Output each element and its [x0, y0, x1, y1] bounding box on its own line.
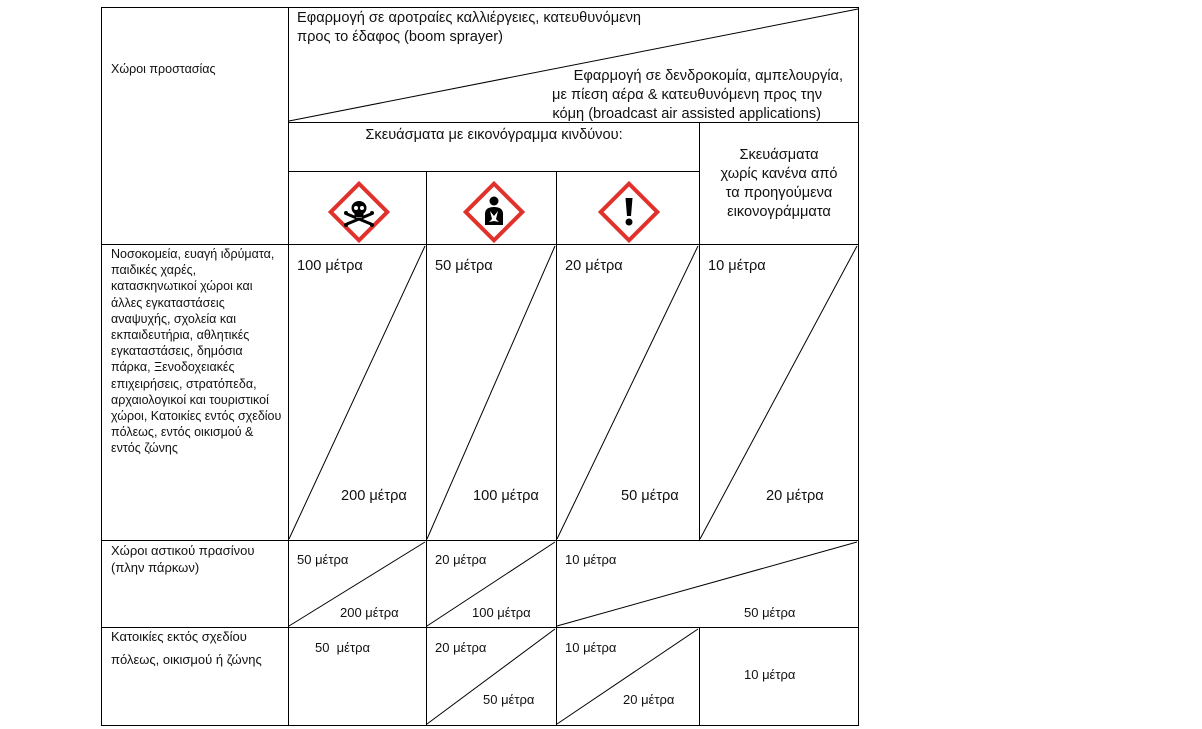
- air-assisted-header: [470, 67, 843, 124]
- row2-col1-air: 200 μέτρα: [340, 605, 399, 620]
- row3-col2-boom: 20 μέτρα: [435, 640, 487, 655]
- row2-label: Χώροι αστικού πρασίνου (πλην πάρκων): [111, 543, 255, 575]
- no-pictogram-line4: εικονογράμματα: [727, 204, 831, 220]
- row2-col34-boom: 10 μέτρα: [565, 552, 617, 567]
- row3-col3-air: 20 μέτρα: [623, 692, 675, 707]
- row2-col34-air: 50 μέτρα: [744, 605, 796, 620]
- no-pictogram-line1: Σκευάσματα: [739, 147, 819, 163]
- row3-label: [111, 628, 291, 668]
- ghs08-health-hazard-icon: [463, 181, 525, 243]
- row1-col3-air: 50 μέτρα: [621, 488, 679, 504]
- row2-col2-boom: 20 μέτρα: [435, 552, 487, 567]
- row1-col2-boom: 50 μέτρα: [435, 258, 493, 274]
- boom-sprayer-line1: Εφαρμογή σε αροτραίες καλλιέργειες, κατευθυνόμενη: [297, 10, 642, 26]
- row1-col3-boom: 20 μέτρα: [565, 258, 623, 274]
- row1-col2-air: 100 μέτρα: [473, 488, 539, 504]
- row1-label: Νοσοκομεία, ευαγή ιδρύματα, παιδικές χαρές, κατασκηνωτικοί χώροι και άλλες εγκαταστάσεις αναψυχής, σχολεία και εκπαιδευτήρια, αθλητικές εγκαταστάσεις, δημόσια πάρκα, Ξενοδοχειακές επιχειρήσεις, στρατόπεδα, αρχαιολογικοί και τουριστικοί χώροι, Κατοικίες εντός σχεδίου πόλεως, εντός οικισμού & εντός ζώνης: [111, 247, 282, 456]
- row2-col1-boom: 50 μέτρα: [297, 552, 349, 567]
- row1-col4-boom: 10 μέτρα: [708, 258, 766, 274]
- ghs06-skull-crossbones-icon: [328, 181, 390, 243]
- row1-col1-boom: 100 μέτρα: [297, 258, 363, 274]
- pictogram-products-label: Σκευάσματα με εικονόγραμμα κινδύνου:: [365, 127, 623, 143]
- row3-label-line2: πόλεως, οικισμού ή ζώνης: [111, 652, 262, 667]
- row3-label-line1: Κατοικίες εκτός σχεδίου: [111, 629, 247, 644]
- air-assisted-line3: κόμη (broadcast air assisted applications): [552, 106, 821, 122]
- air-assisted-line1: Εφαρμογή σε δενδροκομία, αμπελουργία,: [573, 68, 843, 84]
- row1-col4-air: 20 μέτρα: [766, 488, 824, 504]
- row3-col2-air: 50 μέτρα: [483, 692, 535, 707]
- ghs07-exclamation-icon: [598, 181, 660, 243]
- row1-col1-air: 200 μέτρα: [341, 488, 407, 504]
- boom-sprayer-line2: προς το έδαφος (boom sprayer): [297, 29, 503, 45]
- row3-col3-boom: 10 μέτρα: [565, 640, 617, 655]
- row3-col4-value: 10 μέτρα: [744, 667, 796, 682]
- protection-areas-label: Χώροι προστασίας: [111, 62, 216, 76]
- no-pictogram-line2: χωρίς κανένα από: [720, 166, 838, 182]
- row2-col2-air: 100 μέτρα: [472, 605, 531, 620]
- no-pictogram-products-label: [700, 146, 858, 222]
- air-assisted-line2: με πίεση αέρα & κατευθυνόμενη προς την: [552, 87, 822, 103]
- boom-sprayer-header: [297, 9, 717, 47]
- row3-col1-value: 50 μέτρα: [315, 640, 371, 655]
- no-pictogram-line3: τα προηγούμενα: [725, 185, 833, 201]
